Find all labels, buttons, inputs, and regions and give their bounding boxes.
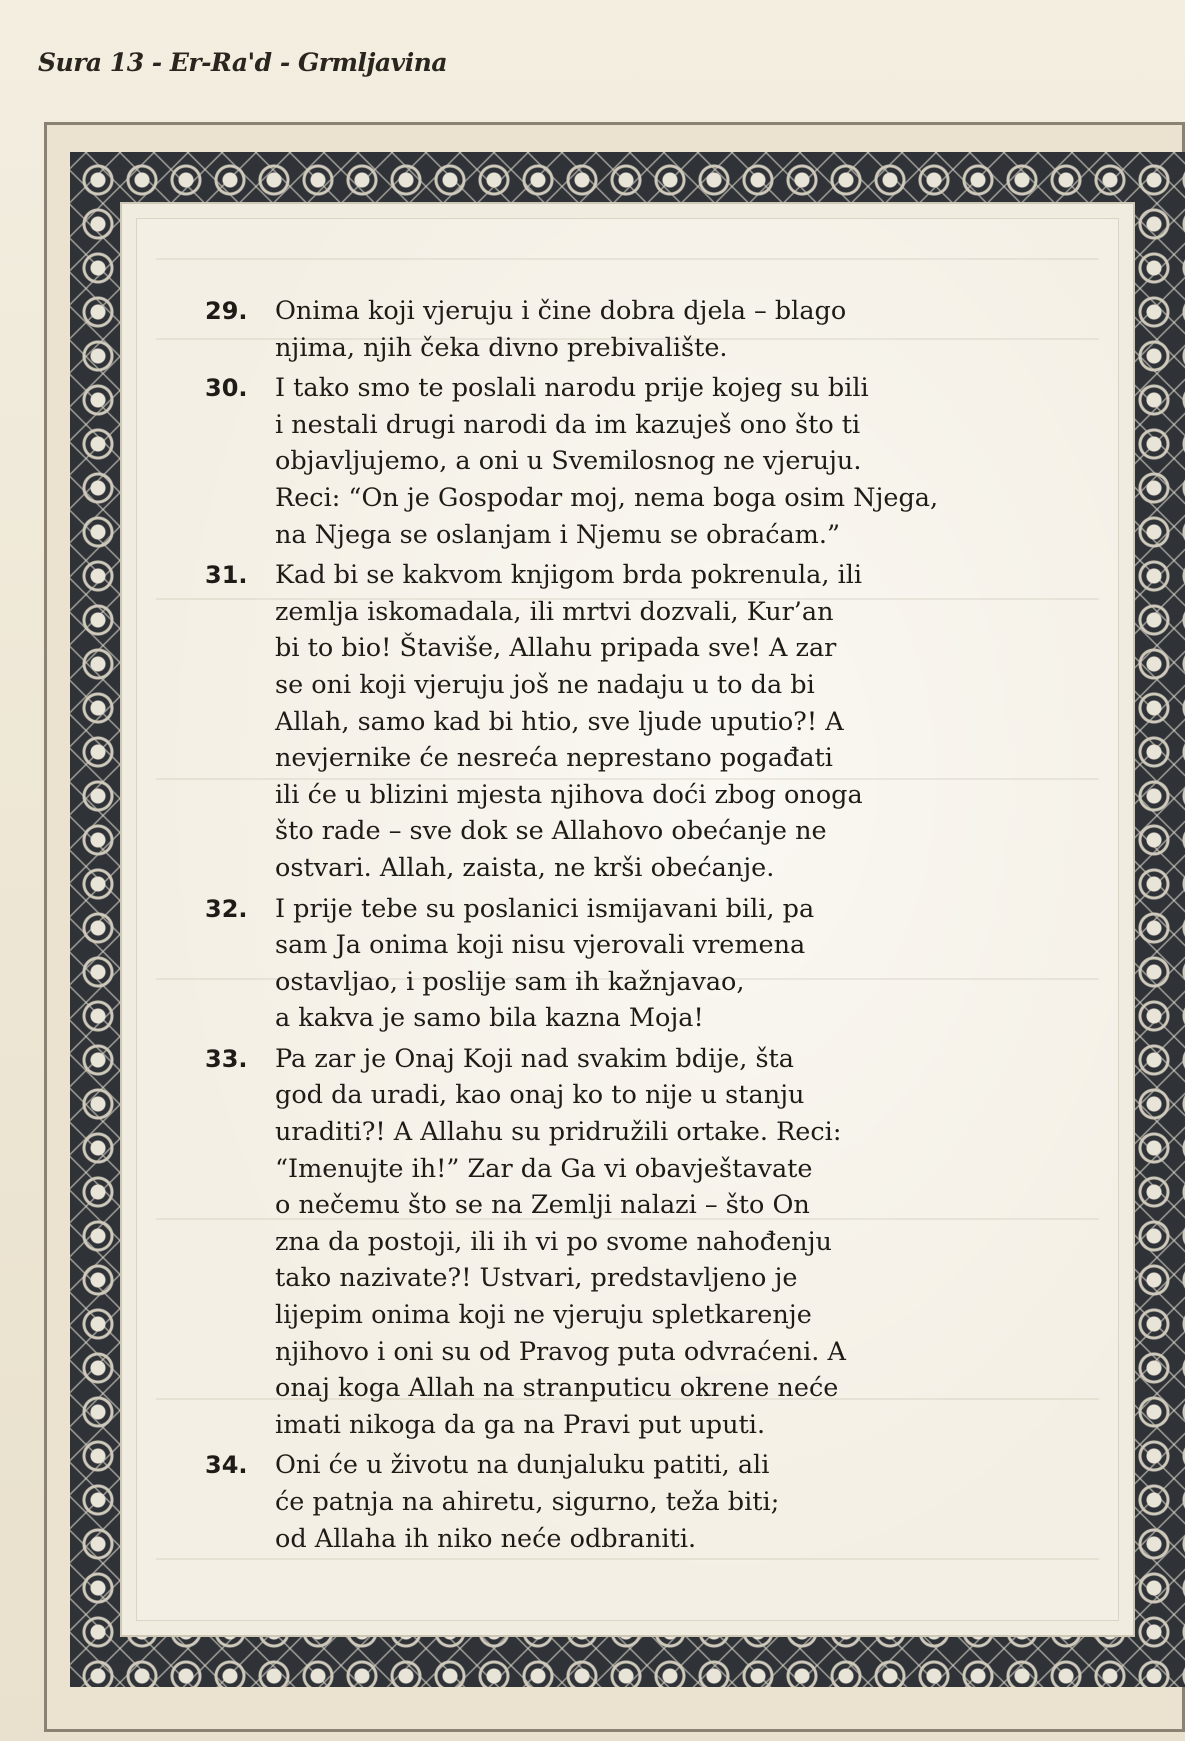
verse-list (205, 293, 1025, 1561)
verse-32 (205, 891, 1025, 1037)
verse-29 (205, 293, 1025, 366)
verse-number: 29. (205, 297, 248, 325)
verse-text: Kad bi se kakvom knjigom brda pokrenula, ili zemlja iskomadala, ili mrtvi dozvali, Kur’an bi to bio! Štaviše, Allahu pripada sve! A zar se oni koji vjeruju još ne nadaju u to da bi Allah, samo kad bi htio, sve ljude uputio?! A nevjernike će nesreća neprestano pogađati ili će u blizini mjesta njihova doći zbog onoga što rade – sve dok se Allahovo obećanje ne ostvari. Allah, zaista, ne krši obećanje. (275, 560, 863, 883)
verse-text: I tako smo te poslali narodu prije kojeg su bili i nestali drugi narodi da im kazuješ ono što ti objavljujemo, a oni u Svemilosnog ne vjeruju. Reci: “On je Gospodar moj, nema boga osim Njega, na Njega se oslanjam i Njemu se obraćam.” (275, 373, 939, 550)
verse-text: Pa zar je Onaj Koji nad svakim bdije, šta god da uradi, kao onaj ko to nije u stanju uraditi?! A Allahu su pridružili ortake. Reci: “Imenujte ih!” Zar da Ga vi obavještavate o nečemu što se na Zemlji nalazi – što On zna da postoji, ili ih vi po svome nahođenju tako nazivate?! Ustvari, predstavljeno je lijepim onima koji ne vjeruju spletkarenje njihovo i oni su od Pravog puta odvraćeni. A onaj koga Allah na stranputicu okrene neće imati nikoga da ga na Pravi put uputi. (275, 1043, 846, 1440)
verse-number: 31. (205, 561, 248, 590)
verse-text: Oni će u životu na dunjaluku patiti, ali će patnja na ahiretu, sigurno, teža biti; od Allaha ih niko neće odbraniti. (275, 1450, 780, 1554)
page-header: Sura 13 - Er-Ra'd - Grmljavina (38, 48, 448, 77)
verse-34 (205, 1447, 1025, 1557)
verse-31 (205, 557, 1025, 886)
verse-number: 30. (205, 374, 248, 403)
verse-30 (205, 370, 1025, 553)
verse-number: 33. (205, 1044, 248, 1073)
verse-text: I prije tebe su poslanici ismijavani bili, pa sam Ja onima koji nisu vjerovali vremena ostavljao, i poslije sam ih kažnjavao, a kakva je samo bila kazna Moja! (275, 893, 815, 1034)
verse-number: 34. (205, 1451, 248, 1480)
verse-33 (205, 1041, 1025, 1444)
verse-number: 32. (205, 894, 248, 923)
verse-text: Onima koji vjeruju i čine dobra djela – blago njima, njih čeka divno prebivalište. (275, 296, 847, 363)
